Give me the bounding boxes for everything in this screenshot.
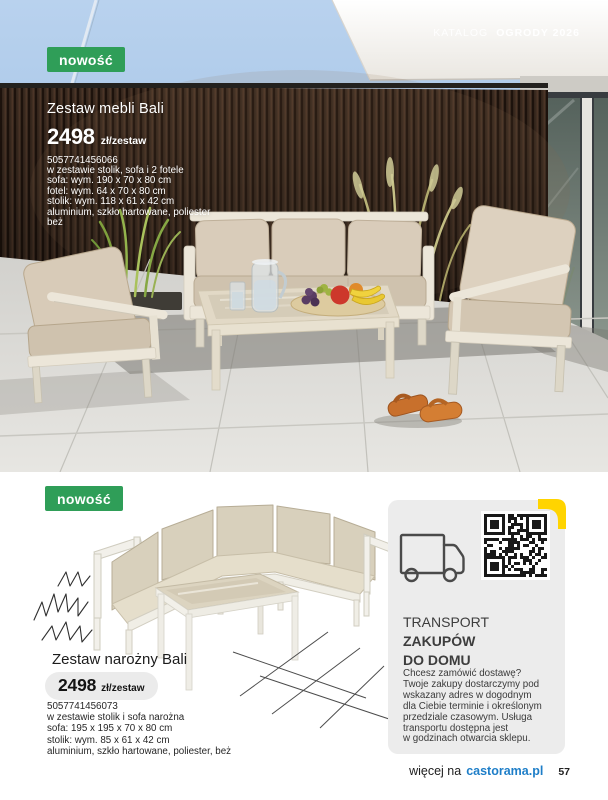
more-label: więcej na — [409, 764, 462, 778]
title-line: ZAKUPÓW — [403, 633, 476, 649]
price-row — [47, 124, 210, 150]
castorama-link[interactable]: castorama.pl — [466, 764, 544, 778]
sketch-plant — [34, 572, 92, 642]
sketch-coffee-table — [156, 574, 298, 690]
page-number: 57 — [558, 766, 570, 778]
title-line: TRANSPORT — [403, 614, 490, 630]
new-badge: nowość — [47, 47, 125, 72]
price-value: 2498 — [47, 124, 95, 149]
catalog-header — [433, 27, 580, 39]
product-details — [47, 166, 210, 228]
body-line: w godzinach otwarcia sklepu. — [403, 733, 531, 745]
detail-line: stolik: wym. 85 x 61 x 42 cm — [47, 734, 170, 746]
price-unit: zł/zestaw — [101, 683, 145, 694]
qr-code-frame — [481, 511, 550, 580]
new-badge: nowość — [45, 486, 123, 511]
qr-code — [484, 514, 547, 577]
detail-line: aluminium, szkło hartowane, poliester, beż — [47, 745, 232, 757]
hero-product-info — [47, 101, 210, 228]
transport-card-body — [403, 669, 555, 745]
corner-product-details — [47, 701, 231, 757]
body-line: przedziale czasowym. Usługa — [403, 711, 533, 723]
product-sku: 5057741456073 — [47, 701, 118, 712]
detail-line: w zestawie stolik i sofa narożna — [47, 712, 185, 724]
detail-line: w zestawie stolik, sofa i 2 fotele — [47, 165, 184, 176]
price-unit: zł/zestaw — [100, 135, 147, 147]
sketch-tile-lines — [233, 632, 392, 728]
detail-line: sofa: 195 x 195 x 70 x 80 cm — [47, 723, 173, 735]
corner-price-pill — [45, 672, 158, 700]
body-line: Chcesz zamówić dostawę? — [403, 668, 522, 679]
body-line: transportu dostępna jest — [403, 722, 509, 734]
body-line: Twoje zakupy dostarczymy pod — [403, 678, 540, 690]
transport-service-card — [388, 500, 565, 754]
building-overhang — [332, 0, 608, 80]
detail-line: aluminium, szkło hartowane, poliester — [47, 206, 211, 218]
detail-line: sofa: wym. 190 x 70 x 80 cm — [47, 175, 172, 187]
catalog-edition: OGRODY 2026 — [496, 27, 580, 39]
detail-line: fotel: wym. 64 x 70 x 80 cm — [47, 185, 166, 197]
detail-line: beż — [47, 217, 63, 229]
transport-card-title — [403, 613, 489, 670]
title-line: DO DOMU — [403, 652, 471, 668]
drinking-glass — [230, 282, 245, 310]
delivery-truck-icon — [398, 532, 472, 584]
price-value: 2498 — [58, 675, 97, 695]
product-sku: 5057741456066 — [47, 155, 118, 166]
product-name: Zestaw mebli Bali — [47, 101, 165, 117]
detail-line: stolik: wym. 118 x 61 x 42 cm — [47, 196, 175, 208]
catalog-label: KATALOG — [433, 27, 489, 39]
corner-product-name: Zestaw narożny Bali — [52, 651, 188, 668]
page-footer — [409, 764, 570, 778]
body-line: wskazany adres w dogodnym — [403, 689, 532, 701]
body-line: dla Ciebie terminie i określonym — [403, 700, 542, 712]
